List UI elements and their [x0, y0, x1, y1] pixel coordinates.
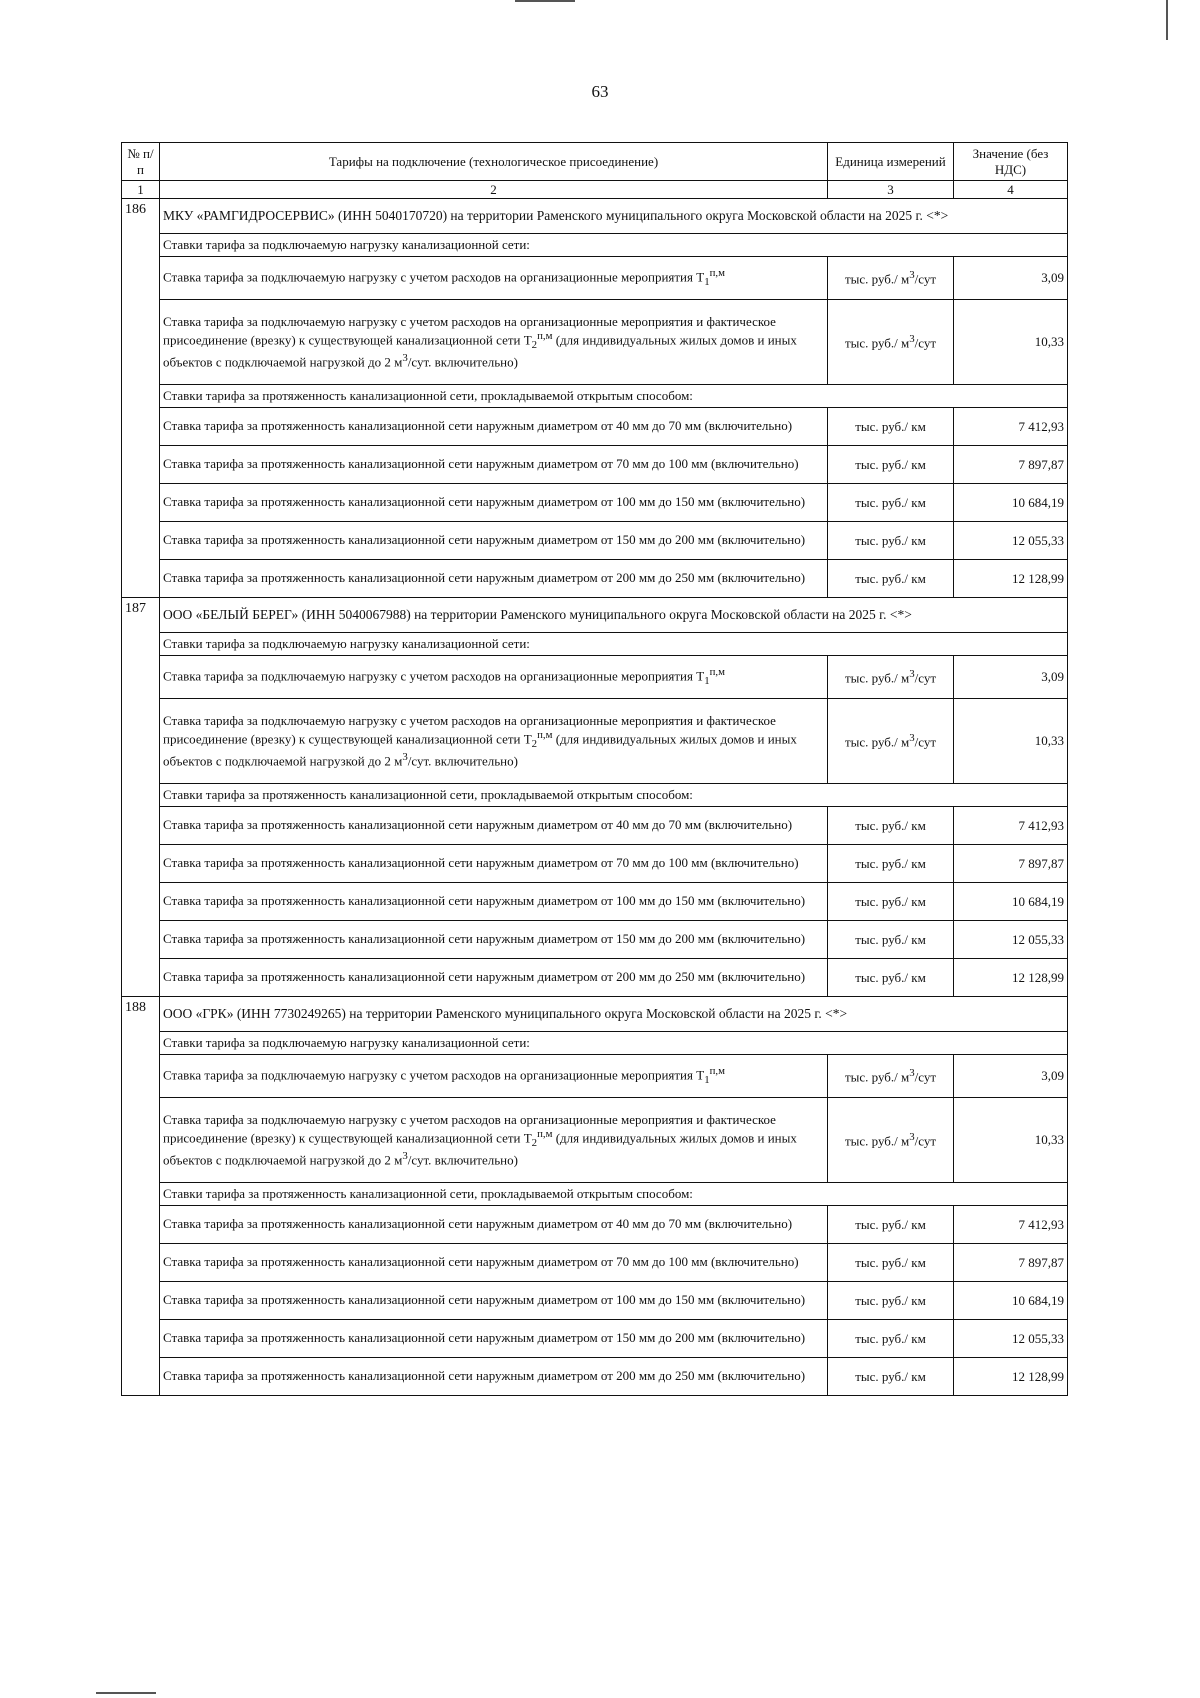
section-row — [122, 633, 1068, 656]
tariff-description — [160, 1098, 828, 1183]
section-heading: Ставки тарифа за протяженность канализационной сети, прокладываемой открытым способом: — [160, 385, 1068, 408]
column-index: 2 — [160, 181, 828, 199]
section-heading: Ставки тарифа за протяженность канализационной сети, прокладываемой открытым способом: — [160, 784, 1068, 807]
header-value: Значение (без НДС) — [954, 143, 1068, 181]
unit-cell — [828, 656, 954, 699]
table-row — [122, 699, 1068, 784]
value-cell: 12 055,33 — [954, 921, 1068, 959]
unit-cell: тыс. руб./ км — [828, 1206, 954, 1244]
table-row — [122, 807, 1068, 845]
header-unit: Единица измерений — [828, 143, 954, 181]
unit-cell — [828, 257, 954, 300]
value-cell: 3,09 — [954, 1055, 1068, 1098]
unit-cell: тыс. руб./ км — [828, 408, 954, 446]
unit-superscript: 3 — [909, 731, 915, 744]
tariff-description: Ставка тарифа за протяженность канализационной сети наружным диаметром от 40 мм до 70 мм (включительно) — [160, 807, 828, 845]
tariff-superscript: п,м — [537, 329, 553, 342]
section-heading: Ставки тарифа за подключаемую нагрузку канализационной сети: — [160, 1032, 1068, 1055]
table-row — [122, 1320, 1068, 1358]
value-cell: 12 128,99 — [954, 959, 1068, 997]
table-row — [122, 257, 1068, 300]
tariff-description: Ставка тарифа за протяженность канализационной сети наружным диаметром от 70 мм до 100 мм (включительно) — [160, 845, 828, 883]
org-row — [122, 598, 1068, 633]
value-cell: 12 128,99 — [954, 560, 1068, 598]
section-row — [122, 1183, 1068, 1206]
value-cell: 7 412,93 — [954, 408, 1068, 446]
tariff-superscript: п,м — [709, 266, 725, 279]
tariff-description: Ставка тарифа за протяженность канализационной сети наружным диаметром от 150 мм до 200 мм (включительно) — [160, 921, 828, 959]
tariff-description: Ставка тарифа за протяженность канализационной сети наружным диаметром от 40 мм до 70 мм (включительно) — [160, 1206, 828, 1244]
unit-text: тыс. руб./ м — [844, 1069, 910, 1085]
unit-text: тыс. руб./ м — [844, 1133, 910, 1149]
tariff-description — [160, 257, 828, 300]
tariff-subscript: 1 — [704, 275, 710, 288]
unit-cell: тыс. руб./ км — [828, 807, 954, 845]
description-text: Ставка тарифа за подключаемую нагрузку с учетом расходов на организационные мероприятия и фактическое присоединение (врезку) к существующей канализационной сети Т — [163, 313, 776, 348]
tariff-subscript: 1 — [704, 1073, 710, 1086]
unit-cell: тыс. руб./ км — [828, 484, 954, 522]
unit-superscript: 3 — [909, 268, 915, 281]
value-cell: 12 055,33 — [954, 1320, 1068, 1358]
unit-superscript: 3 — [909, 667, 915, 680]
unit-text: /сут — [914, 271, 937, 287]
tariff-superscript: п,м — [709, 1064, 725, 1077]
tariff-description: Ставка тарифа за протяженность канализационной сети наружным диаметром от 200 мм до 250 мм (включительно) — [160, 560, 828, 598]
tariff-description — [160, 699, 828, 784]
table-row — [122, 1282, 1068, 1320]
tariff-description: Ставка тарифа за протяженность канализационной сети наружным диаметром от 150 мм до 200 мм (включительно) — [160, 522, 828, 560]
value-cell: 12 055,33 — [954, 522, 1068, 560]
description-text: /сут. включительно) — [407, 753, 518, 769]
tariff-description: Ставка тарифа за протяженность канализационной сети наружным диаметром от 150 мм до 200 мм (включительно) — [160, 1320, 828, 1358]
table-row — [122, 484, 1068, 522]
unit-cell: тыс. руб./ км — [828, 522, 954, 560]
value-cell: 10,33 — [954, 699, 1068, 784]
value-cell: 7 897,87 — [954, 1244, 1068, 1282]
unit-superscript: 3 — [909, 1066, 915, 1079]
description-text: Ставка тарифа за подключаемую нагрузку с учетом расходов на организационные мероприятия Т — [163, 1067, 705, 1083]
tariff-subscript: 2 — [531, 737, 538, 750]
unit-text: тыс. руб./ м — [844, 734, 910, 750]
org-row — [122, 199, 1068, 234]
unit-text: тыс. руб./ м — [844, 670, 910, 686]
header-num: № п/п — [122, 143, 160, 181]
table-row — [122, 522, 1068, 560]
description-text: (для индивидуальных жилых домов и иных объектов с подключаемой нагрузкой до 2 м — [163, 332, 797, 370]
table-body — [122, 199, 1068, 1396]
table-row — [122, 1206, 1068, 1244]
description-text: Ставка тарифа за подключаемую нагрузку с учетом расходов на организационные мероприятия Т — [163, 668, 705, 684]
section-heading: Ставки тарифа за протяженность канализационной сети, прокладываемой открытым способом: — [160, 1183, 1068, 1206]
tariff-description: Ставка тарифа за протяженность канализационной сети наружным диаметром от 40 мм до 70 мм (включительно) — [160, 408, 828, 446]
section-row — [122, 1032, 1068, 1055]
unit-cell: тыс. руб./ км — [828, 1358, 954, 1396]
value-cell: 3,09 — [954, 257, 1068, 300]
unit-superscript: 3 — [402, 1149, 408, 1162]
tariff-description: Ставка тарифа за протяженность канализационной сети наружным диаметром от 100 мм до 150 мм (включительно) — [160, 1282, 828, 1320]
tariff-description — [160, 656, 828, 699]
description-text: Ставка тарифа за подключаемую нагрузку с учетом расходов на организационные мероприятия Т — [163, 269, 705, 285]
unit-cell: тыс. руб./ км — [828, 921, 954, 959]
description-text: /сут. включительно) — [407, 1152, 518, 1168]
tariff-subscript: 2 — [531, 338, 538, 351]
section-heading: Ставки тарифа за подключаемую нагрузку канализационной сети: — [160, 633, 1068, 656]
section-row — [122, 385, 1068, 408]
description-text: Ставка тарифа за подключаемую нагрузку с учетом расходов на организационные мероприятия и фактическое присоединение (врезку) к существующей канализационной сети Т — [163, 712, 776, 747]
unit-text: /сут — [914, 335, 937, 351]
organization-title: ООО «БЕЛЫЙ БЕРЕГ» (ИНН 5040067988) на территории Раменского муниципального округа Московской области на 2025 г. <*> — [160, 598, 1068, 633]
tariff-superscript: п,м — [537, 728, 553, 741]
value-cell: 7 897,87 — [954, 845, 1068, 883]
unit-cell: тыс. руб./ км — [828, 883, 954, 921]
description-text: /сут. включительно) — [407, 354, 518, 370]
unit-cell: тыс. руб./ км — [828, 446, 954, 484]
table-row — [122, 300, 1068, 385]
unit-cell — [828, 1055, 954, 1098]
tariff-description: Ставка тарифа за протяженность канализационной сети наружным диаметром от 100 мм до 150 мм (включительно) — [160, 484, 828, 522]
table-row — [122, 408, 1068, 446]
section-heading: Ставки тарифа за подключаемую нагрузку канализационной сети: — [160, 234, 1068, 257]
page-number: 63 — [591, 82, 609, 101]
value-cell: 10,33 — [954, 1098, 1068, 1183]
table-row — [122, 845, 1068, 883]
column-index: 4 — [954, 181, 1068, 199]
tariff-subscript: 1 — [704, 674, 710, 687]
unit-text: тыс. руб./ м — [844, 335, 910, 351]
table-row — [122, 1244, 1068, 1282]
tariff-superscript: п,м — [709, 665, 725, 678]
tariff-description: Ставка тарифа за протяженность канализационной сети наружным диаметром от 70 мм до 100 мм (включительно) — [160, 446, 828, 484]
table-row — [122, 1098, 1068, 1183]
value-cell: 7 412,93 — [954, 1206, 1068, 1244]
unit-cell: тыс. руб./ км — [828, 1320, 954, 1358]
value-cell: 10 684,19 — [954, 883, 1068, 921]
unit-cell: тыс. руб./ км — [828, 1282, 954, 1320]
table-row — [122, 560, 1068, 598]
tariff-description: Ставка тарифа за протяженность канализационной сети наружным диаметром от 100 мм до 150 мм (включительно) — [160, 883, 828, 921]
value-cell: 10,33 — [954, 300, 1068, 385]
row-number: 188 — [122, 997, 160, 1396]
unit-cell — [828, 300, 954, 385]
unit-text: тыс. руб./ м — [844, 271, 910, 287]
tariff-subscript: 2 — [531, 1136, 538, 1149]
value-cell: 10 684,19 — [954, 1282, 1068, 1320]
unit-superscript: 3 — [402, 750, 408, 763]
row-number: 186 — [122, 199, 160, 598]
section-row — [122, 234, 1068, 257]
description-text: (для индивидуальных жилых домов и иных объектов с подключаемой нагрузкой до 2 м — [163, 1130, 797, 1168]
table-row — [122, 1358, 1068, 1396]
unit-cell — [828, 1098, 954, 1183]
description-text: (для индивидуальных жилых домов и иных объектов с подключаемой нагрузкой до 2 м — [163, 731, 797, 769]
column-index: 3 — [828, 181, 954, 199]
value-cell: 10 684,19 — [954, 484, 1068, 522]
unit-cell: тыс. руб./ км — [828, 560, 954, 598]
value-cell: 3,09 — [954, 656, 1068, 699]
unit-cell: тыс. руб./ км — [828, 959, 954, 997]
tariff-table — [121, 142, 1068, 1396]
table-row — [122, 921, 1068, 959]
table-header-row — [122, 143, 1068, 181]
column-index: 1 — [122, 181, 160, 199]
unit-cell: тыс. руб./ км — [828, 845, 954, 883]
tariff-description — [160, 1055, 828, 1098]
table-row — [122, 656, 1068, 699]
column-index-row — [122, 181, 1068, 199]
tariff-superscript: п,м — [537, 1127, 553, 1140]
tariff-description — [160, 300, 828, 385]
header-name: Тарифы на подключение (технологическое присоединение) — [160, 143, 828, 181]
tariff-description: Ставка тарифа за протяженность канализационной сети наружным диаметром от 200 мм до 250 мм (включительно) — [160, 1358, 828, 1396]
row-number: 187 — [122, 598, 160, 997]
value-cell: 7 412,93 — [954, 807, 1068, 845]
table-row — [122, 446, 1068, 484]
value-cell: 12 128,99 — [954, 1358, 1068, 1396]
tariff-description: Ставка тарифа за протяженность канализационной сети наружным диаметром от 70 мм до 100 мм (включительно) — [160, 1244, 828, 1282]
value-cell: 7 897,87 — [954, 446, 1068, 484]
org-row — [122, 997, 1068, 1032]
unit-text: /сут — [914, 1069, 937, 1085]
unit-cell: тыс. руб./ км — [828, 1244, 954, 1282]
unit-superscript: 3 — [909, 332, 915, 345]
unit-text: /сут — [914, 734, 937, 750]
section-row — [122, 784, 1068, 807]
unit-superscript: 3 — [909, 1130, 915, 1143]
unit-superscript: 3 — [402, 351, 408, 364]
table-row — [122, 959, 1068, 997]
unit-text: /сут — [914, 1133, 937, 1149]
unit-text: /сут — [914, 670, 937, 686]
organization-title: ООО «ГРК» (ИНН 7730249265) на территории Раменского муниципального округа Московской области на 2025 г. <*> — [160, 997, 1068, 1032]
table-row — [122, 883, 1068, 921]
table-row — [122, 1055, 1068, 1098]
description-text: Ставка тарифа за подключаемую нагрузку с учетом расходов на организационные мероприятия и фактическое присоединение (врезку) к существующей канализационной сети Т — [163, 1111, 776, 1146]
organization-title: МКУ «РАМГИДРОСЕРВИС» (ИНН 5040170720) на территории Раменского муниципального округа Московской области на 2025 г. <*> — [160, 199, 1068, 234]
unit-cell — [828, 699, 954, 784]
tariff-description: Ставка тарифа за протяженность канализационной сети наружным диаметром от 200 мм до 250 мм (включительно) — [160, 959, 828, 997]
